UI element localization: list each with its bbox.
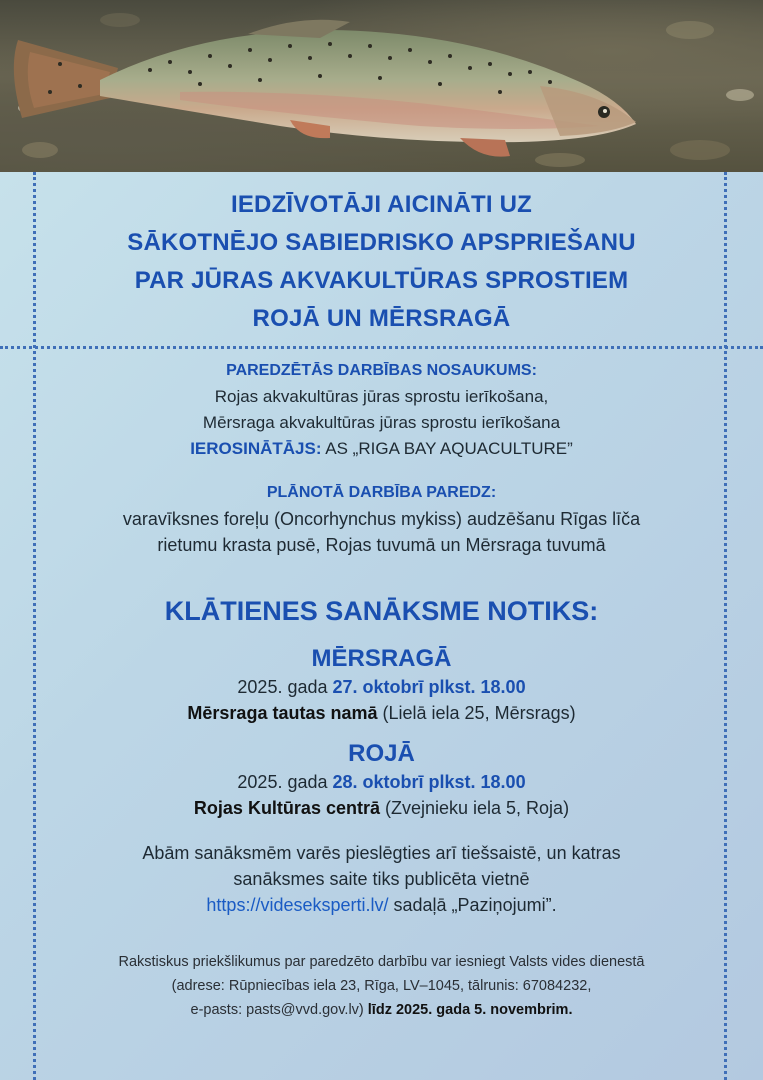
planned-line-2: rietumu krasta pusē, Rojas tuvumā un Mērsraga tuvumā	[157, 535, 606, 555]
headline-line-2: SĀKOTNĒJO SABIEDRISKO APSPRIEŠANU	[127, 229, 636, 256]
roja-date-prefix: 2025. gada	[237, 772, 333, 792]
dotted-divider	[0, 346, 763, 349]
trout-illustration	[0, 0, 763, 172]
activity-section	[0, 358, 763, 462]
roja-venue	[0, 795, 763, 821]
activity-line-1: Rojas akvakultūras jūras sprostu ierīkošana,	[214, 387, 549, 406]
activity-label: PAREDZĒTĀS DARBĪBAS NOSAUKUMS:	[226, 362, 537, 379]
website-link[interactable]: https://videseksperti.lv/	[206, 895, 389, 915]
headline-line-3: PAR JŪRAS AKVAKULTŪRAS SPROSTIEM	[134, 267, 629, 294]
mersrags-heading: MĒRSRAGĀ	[311, 645, 452, 672]
mersrags-date-prefix: 2025. gada	[237, 677, 333, 697]
planned-section	[0, 480, 763, 558]
activity-line-2: Mērsraga akvakultūras jūras sprostu ierīkošana	[202, 413, 561, 432]
mersrags-venue	[0, 700, 763, 726]
online-info	[0, 840, 763, 918]
meeting-title: KLĀTIENES SANĀKSME NOTIKS:	[164, 596, 599, 626]
headline-line-4: ROJĀ UN MĒRSRAGĀ	[252, 305, 511, 332]
footer-line-2: (adrese: Rūpniecības iela 23, Rīga, LV–1045, tālrunis: 67084232,	[171, 978, 592, 994]
mersrags-date	[0, 674, 763, 700]
online-line-2: sanāksmes saite tiks publicēta vietnē	[233, 869, 530, 889]
headline-line-1: IEDZĪVOTĀJI AICINĀTI UZ	[230, 191, 533, 218]
footer-line-1: Rakstiskus priekšlikumus par paredzēto darbību var iesniegt Valsts vides dienestā	[118, 954, 645, 970]
roja-heading: ROJĀ	[348, 740, 415, 767]
roja-date	[0, 769, 763, 795]
mersrags-date-time: 27. oktobrī plkst. 18.00	[332, 677, 526, 697]
online-line-3	[0, 892, 763, 918]
mersrags-venue-address: (Lielā iela 25, Mērsrags)	[377, 703, 576, 723]
planned-label: PLĀNOTĀ DARBĪBA PAREDZ:	[266, 484, 497, 501]
online-line-1: Abām sanāksmēm varēs pieslēgties arī tiešsaistē, un katras	[142, 843, 621, 863]
footer-deadline: līdz 2025. gada 5. novembrim.	[367, 1002, 573, 1018]
mersrags-venue-name: Mērsraga tautas namā	[187, 703, 378, 723]
roja-date-time: 28. oktobrī plkst. 18.00	[332, 772, 526, 792]
meeting-mersrags	[0, 644, 763, 726]
initiator-label: IEROSINĀTĀJS:	[190, 439, 322, 458]
footer-line-3	[0, 998, 763, 1022]
footer-email: e-pasts: pasts@vvd.gov.lv)	[190, 1002, 368, 1018]
trout-photo	[0, 0, 763, 172]
footer	[0, 950, 763, 1022]
roja-venue-address: (Zvejnieku iela 5, Roja)	[379, 798, 570, 818]
headline	[0, 186, 763, 338]
meeting-roja	[0, 739, 763, 821]
online-line-3-rest: sadaļā „Paziņojumi”.	[388, 895, 557, 915]
planned-line-1: varavīksnes foreļu (Oncorhynchus mykiss) audzēšanu Rīgas līča	[122, 509, 641, 529]
initiator-row	[0, 436, 763, 462]
roja-venue-name: Rojas Kultūras centrā	[193, 798, 380, 818]
initiator-value: AS „RIGA BAY AQUACULTURE”	[321, 439, 573, 458]
